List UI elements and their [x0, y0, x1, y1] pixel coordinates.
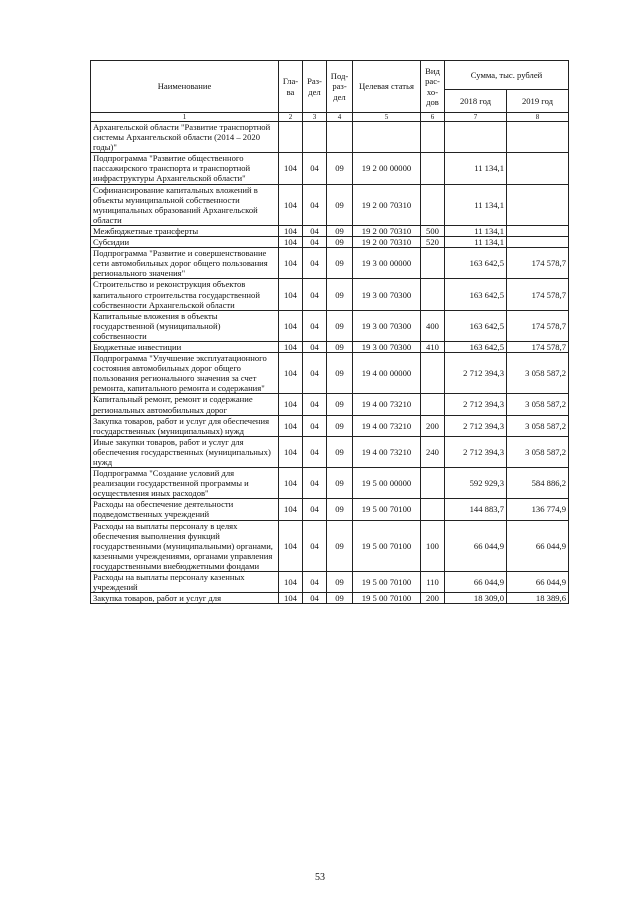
cell-glava: 104: [279, 353, 303, 394]
page-number: 53: [315, 872, 325, 883]
cell-target: 19 4 00 73210: [353, 394, 421, 415]
cell-vid: [421, 468, 445, 499]
header-year-2018: 2018 год: [445, 90, 507, 113]
cell-podrazdel: 09: [327, 499, 353, 520]
cell-podrazdel: 09: [327, 279, 353, 310]
cell-razdel: 04: [303, 436, 327, 467]
header-podrazdel: Под-раз-дел: [327, 61, 353, 113]
table-row: [91, 520, 569, 571]
table-row: [91, 436, 569, 467]
header-target: Целевая статья: [353, 61, 421, 113]
cell-vid: 240: [421, 436, 445, 467]
cell-2018: 11 134,1: [445, 153, 507, 184]
header-vid: Вид рас-хо-дов: [421, 61, 445, 113]
cell-2019: 3 058 587,2: [507, 394, 569, 415]
cell-podrazdel: 09: [327, 225, 353, 236]
cell-2019: 174 578,7: [507, 310, 569, 341]
cell-target: 19 5 00 70100: [353, 499, 421, 520]
cell-razdel: 04: [303, 593, 327, 604]
cell-vid: 200: [421, 593, 445, 604]
cell-2019: 584 886,2: [507, 468, 569, 499]
cell-glava: 104: [279, 225, 303, 236]
header-sum: Сумма, тыс. рублей: [445, 61, 569, 90]
table-body: [91, 122, 569, 604]
cell-target: 19 5 00 70100: [353, 520, 421, 571]
header-razdel: Раз-дел: [303, 61, 327, 113]
budget-table: [90, 60, 569, 604]
cell-2019: 18 389,6: [507, 593, 569, 604]
column-number: 7: [445, 113, 507, 122]
table-row: [91, 468, 569, 499]
cell-vid: [421, 153, 445, 184]
cell-2018: 2 712 394,3: [445, 394, 507, 415]
cell-glava: 104: [279, 415, 303, 436]
table-row: [91, 415, 569, 436]
cell-2018: 163 642,5: [445, 248, 507, 279]
cell-target: 19 2 00 70310: [353, 184, 421, 225]
cell-vid: [421, 248, 445, 279]
cell-2019: [507, 153, 569, 184]
cell-razdel: 04: [303, 468, 327, 499]
cell-target: 19 4 00 00000: [353, 353, 421, 394]
cell-podrazdel: [327, 122, 353, 153]
cell-razdel: 04: [303, 415, 327, 436]
cell-vid: 520: [421, 237, 445, 248]
cell-2019: 174 578,7: [507, 279, 569, 310]
cell-vid: [421, 394, 445, 415]
cell-glava: 104: [279, 184, 303, 225]
table-row: [91, 279, 569, 310]
cell-razdel: 04: [303, 153, 327, 184]
cell-target: 19 2 00 00000: [353, 153, 421, 184]
cell-razdel: 04: [303, 310, 327, 341]
table-row: [91, 184, 569, 225]
cell-podrazdel: 09: [327, 248, 353, 279]
cell-2019: 174 578,7: [507, 248, 569, 279]
cell-vid: [421, 279, 445, 310]
cell-2018: 66 044,9: [445, 572, 507, 593]
cell-name: Подпрограмма "Развитие и совершенствование сети автомобильных дорог общего пользования регионального значения": [91, 248, 279, 279]
cell-2019: 3 058 587,2: [507, 436, 569, 467]
cell-2018: 2 712 394,3: [445, 353, 507, 394]
cell-2018: 66 044,9: [445, 520, 507, 571]
cell-2019: [507, 184, 569, 225]
cell-razdel: 04: [303, 572, 327, 593]
table-row: [91, 572, 569, 593]
cell-vid: [421, 122, 445, 153]
cell-podrazdel: 09: [327, 184, 353, 225]
cell-vid: 100: [421, 520, 445, 571]
cell-2019: 136 774,9: [507, 499, 569, 520]
cell-name: Бюджетные инвестиции: [91, 341, 279, 352]
cell-glava: 104: [279, 468, 303, 499]
cell-razdel: 04: [303, 279, 327, 310]
table-row: [91, 248, 569, 279]
cell-name: Подпрограмма "Создание условий для реализации государственной программы и осуществления иных расходов": [91, 468, 279, 499]
cell-2018: 163 642,5: [445, 310, 507, 341]
cell-2018: [445, 122, 507, 153]
column-number: 1: [91, 113, 279, 122]
column-number: 6: [421, 113, 445, 122]
cell-glava: [279, 122, 303, 153]
cell-target: 19 4 00 73210: [353, 436, 421, 467]
cell-podrazdel: 09: [327, 310, 353, 341]
cell-glava: 104: [279, 520, 303, 571]
cell-target: [353, 122, 421, 153]
cell-2018: 11 134,1: [445, 225, 507, 236]
cell-2018: 163 642,5: [445, 279, 507, 310]
table-row: [91, 353, 569, 394]
cell-2019: 3 058 587,2: [507, 353, 569, 394]
cell-2019: 3 058 587,2: [507, 415, 569, 436]
table-row: [91, 593, 569, 604]
cell-razdel: 04: [303, 353, 327, 394]
cell-razdel: 04: [303, 499, 327, 520]
cell-glava: 104: [279, 593, 303, 604]
cell-target: 19 4 00 73210: [353, 415, 421, 436]
table-row: [91, 394, 569, 415]
cell-name: Подпрограмма "Развитие общественного пассажирского транспорта и транспортной инфраструктуры Архангельской области": [91, 153, 279, 184]
cell-target: 19 3 00 70300: [353, 310, 421, 341]
cell-vid: [421, 353, 445, 394]
cell-vid: 500: [421, 225, 445, 236]
cell-podrazdel: 09: [327, 237, 353, 248]
cell-name: Расходы на обеспечение деятельности подведомственных учреждений: [91, 499, 279, 520]
cell-razdel: [303, 122, 327, 153]
cell-2019: [507, 122, 569, 153]
cell-glava: 104: [279, 436, 303, 467]
table-row: [91, 310, 569, 341]
cell-razdel: 04: [303, 184, 327, 225]
cell-2018: 144 883,7: [445, 499, 507, 520]
cell-podrazdel: 09: [327, 341, 353, 352]
cell-name: Капитальный ремонт, ремонт и содержание региональных автомобильных дорог: [91, 394, 279, 415]
header-year-2019: 2019 год: [507, 90, 569, 113]
cell-name: Софинансирование капитальных вложений в объекты муниципальной собственности муниципальных образований Архангельской области: [91, 184, 279, 225]
header-name: Наименование: [91, 61, 279, 113]
cell-name: Архангельской области "Развитие транспортной системы Архангельской области (2014 – 2020 годы)": [91, 122, 279, 153]
cell-2018: 18 309,0: [445, 593, 507, 604]
cell-podrazdel: 09: [327, 153, 353, 184]
cell-glava: 104: [279, 279, 303, 310]
cell-podrazdel: 09: [327, 394, 353, 415]
cell-podrazdel: 09: [327, 593, 353, 604]
cell-name: Межбюджетные трансферты: [91, 225, 279, 236]
cell-name: Подпрограмма "Улучшение эксплуатационного состояния автомобильных дорог общего пользования регионального значения за счет ремонта, капитального ремонта и содержания": [91, 353, 279, 394]
column-number: 3: [303, 113, 327, 122]
header-row: [91, 61, 569, 90]
cell-target: 19 3 00 70300: [353, 279, 421, 310]
column-number: 4: [327, 113, 353, 122]
header-glava: Гла-ва: [279, 61, 303, 113]
cell-name: Иные закупки товаров, работ и услуг для обеспечения государственных (муниципальных) нужд: [91, 436, 279, 467]
cell-2019: 66 044,9: [507, 520, 569, 571]
cell-target: 19 3 00 00000: [353, 248, 421, 279]
cell-2018: 11 134,1: [445, 237, 507, 248]
cell-name: Субсидии: [91, 237, 279, 248]
table-row: [91, 122, 569, 153]
cell-glava: 104: [279, 310, 303, 341]
cell-name: Капитальные вложения в объекты государственной (муниципальной) собственности: [91, 310, 279, 341]
cell-glava: 104: [279, 394, 303, 415]
cell-target: 19 5 00 00000: [353, 468, 421, 499]
cell-2019: [507, 237, 569, 248]
cell-razdel: 04: [303, 520, 327, 571]
cell-2019: 174 578,7: [507, 341, 569, 352]
table-row: [91, 341, 569, 352]
cell-name: Закупка товаров, работ и услуг для обеспечения государственных (муниципальных) нужд: [91, 415, 279, 436]
cell-podrazdel: 09: [327, 520, 353, 571]
cell-glava: 104: [279, 153, 303, 184]
cell-target: 19 3 00 70300: [353, 341, 421, 352]
cell-target: 19 2 00 70310: [353, 225, 421, 236]
cell-razdel: 04: [303, 394, 327, 415]
column-number: 2: [279, 113, 303, 122]
cell-glava: 104: [279, 499, 303, 520]
cell-vid: [421, 184, 445, 225]
table-row: [91, 153, 569, 184]
cell-target: 19 5 00 70100: [353, 593, 421, 604]
cell-podrazdel: 09: [327, 468, 353, 499]
cell-2018: 11 134,1: [445, 184, 507, 225]
table-row: [91, 499, 569, 520]
column-number: 8: [507, 113, 569, 122]
cell-2019: [507, 225, 569, 236]
cell-razdel: 04: [303, 237, 327, 248]
cell-podrazdel: 09: [327, 572, 353, 593]
cell-razdel: 04: [303, 225, 327, 236]
cell-podrazdel: 09: [327, 415, 353, 436]
column-number: 5: [353, 113, 421, 122]
cell-vid: [421, 499, 445, 520]
cell-glava: 104: [279, 237, 303, 248]
cell-podrazdel: 09: [327, 353, 353, 394]
cell-name: Расходы на выплаты персоналу казенных учреждений: [91, 572, 279, 593]
cell-glava: 104: [279, 572, 303, 593]
column-numbers-row: [91, 113, 569, 122]
cell-2018: 163 642,5: [445, 341, 507, 352]
cell-razdel: 04: [303, 341, 327, 352]
table-row: [91, 237, 569, 248]
cell-2018: 2 712 394,3: [445, 436, 507, 467]
cell-razdel: 04: [303, 248, 327, 279]
cell-name: Строительство и реконструкция объектов капитального строительства государственной собственности Архангельской области: [91, 279, 279, 310]
cell-glava: 104: [279, 341, 303, 352]
cell-name: Расходы на выплаты персоналу в целях обеспечения выполнения функций государственными (муниципальными) органами, казенными учреждениями, органами управления государственными внебюджетными фондами: [91, 520, 279, 571]
cell-2019: 66 044,9: [507, 572, 569, 593]
cell-target: 19 2 00 70310: [353, 237, 421, 248]
cell-glava: 104: [279, 248, 303, 279]
cell-target: 19 5 00 70100: [353, 572, 421, 593]
cell-name: Закупка товаров, работ и услуг для: [91, 593, 279, 604]
cell-podrazdel: 09: [327, 436, 353, 467]
table-row: [91, 225, 569, 236]
cell-vid: 410: [421, 341, 445, 352]
cell-vid: 400: [421, 310, 445, 341]
cell-vid: 200: [421, 415, 445, 436]
cell-2018: 2 712 394,3: [445, 415, 507, 436]
cell-vid: 110: [421, 572, 445, 593]
cell-2018: 592 929,3: [445, 468, 507, 499]
